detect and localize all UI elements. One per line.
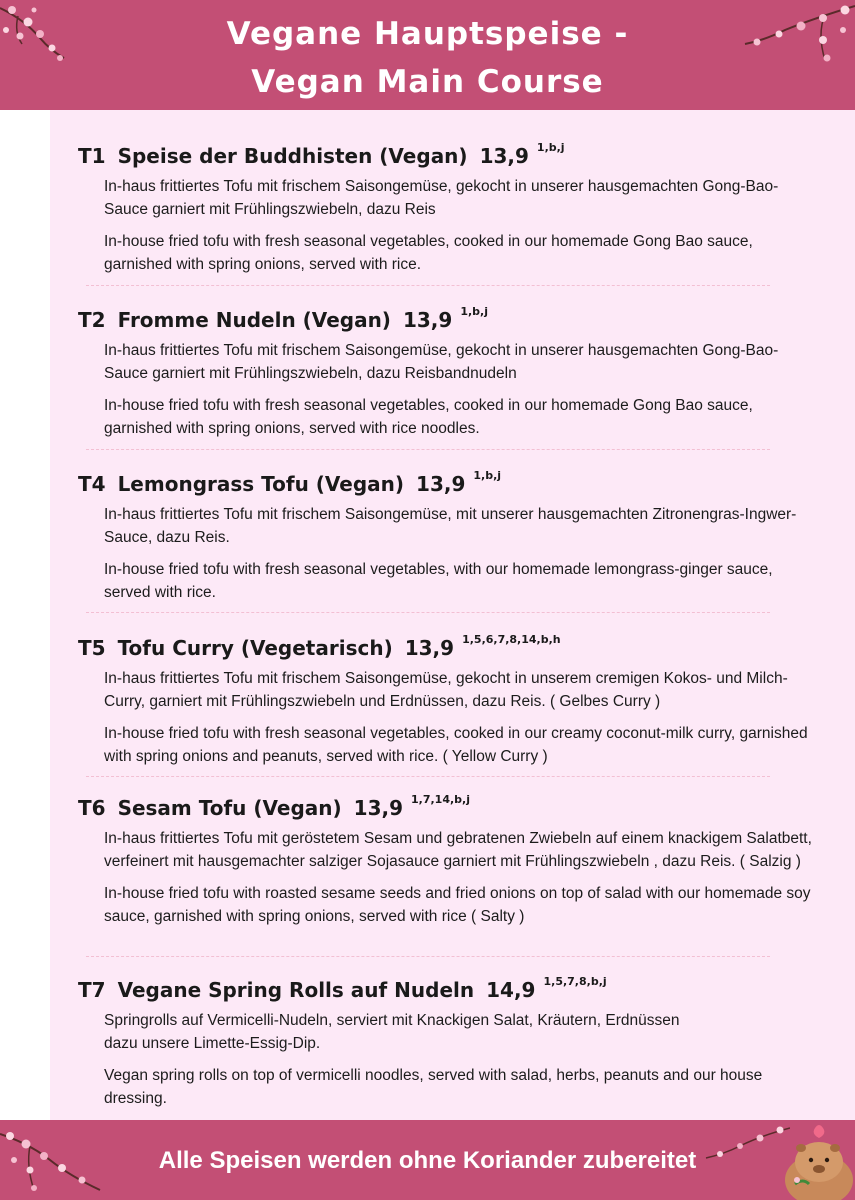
item-title: [78, 626, 818, 662]
item-divider: [86, 449, 770, 450]
item-allergens: 1,b,j: [460, 305, 488, 318]
item-title: [78, 462, 818, 498]
header-banner: [0, 0, 855, 110]
item-name: Lemongrass Tofu (Vegan): [117, 472, 405, 496]
item-code: T5: [78, 636, 106, 660]
item-description-de: Springrolls auf Vermicelli-Nudeln, serviert mit Knackigen Salat, Kräutern, Erdnüssen dazu unsere Limette-Essig-Dip.: [104, 1012, 680, 1052]
item-divider: [86, 956, 770, 957]
item-description-de: In-haus frittiertes Tofu mit frischem Saisongemüse, gekocht in unserer hausgemachten Gong-Bao-Sauce garniert mit Frühlingszwiebeln, dazu Reis: [104, 178, 779, 218]
item-description-de: In-haus frittiertes Tofu mit geröstetem Sesam und gebratenen Zwiebeln auf einem knackigem Salatbett, verfeinert mit hausgemachter salziger Sojasauce garniert mit Frühlingszwiebeln , dazu Reis. ( Salzig ): [104, 830, 812, 870]
menu-item: [78, 462, 818, 604]
item-divider: [86, 612, 770, 613]
item-description-de: In-haus frittiertes Tofu mit frischem Saisongemüse, mit unserer hausgemachten Zitronengras-Ingwer-Sauce, dazu Reis.: [104, 506, 797, 546]
item-allergens: 1,5,6,7,8,14,b,h: [462, 633, 561, 646]
item-name: Vegane Spring Rolls auf Nudeln: [117, 978, 475, 1002]
menu-item: [78, 298, 818, 440]
item-price: 13,9: [404, 636, 455, 660]
item-title: [78, 134, 818, 170]
capybara-mascot-icon: [775, 1122, 855, 1200]
item-price: 13,9: [416, 472, 466, 496]
item-allergens: 1,b,j: [473, 469, 502, 482]
item-name: Tofu Curry (Vegetarisch): [117, 636, 393, 660]
footer-note: Alle Speisen werden ohne Koriander zubereitet: [158, 1147, 697, 1174]
item-description-en: In-house fried tofu with fresh seasonal vegetables, cooked in our creamy coconut-milk curry, garnished with spring onions and peanuts, served with rice. ( Yellow Curry ): [104, 725, 808, 765]
menu-item: [78, 134, 818, 276]
item-description-en: In-house fried tofu with fresh seasonal vegetables, cooked in our homemade Gong Bao sauce, garnished with spring onions, served with rice noodles.: [104, 397, 753, 437]
item-description-de: In-haus frittiertes Tofu mit frischem Saisongemüse, gekocht in unserem cremigen Kokos- und Milch-Curry, garniert mit Frühlingszwiebeln und Erdnüssen, dazu Reis. ( Gelbes Curry ): [104, 670, 788, 710]
footer-banner: [0, 1120, 855, 1200]
item-code: T2: [78, 308, 106, 332]
item-code: T7: [78, 978, 106, 1002]
item-divider: [86, 285, 770, 286]
item-price: 14,9: [486, 978, 536, 1002]
menu-item: [78, 626, 818, 768]
page-title: [0, 10, 855, 106]
item-price: 13,9: [402, 308, 453, 332]
item-title: [78, 298, 818, 334]
item-name: Fromme Nudeln (Vegan): [117, 308, 391, 332]
item-price: 13,9: [353, 796, 404, 820]
menu-item: [78, 786, 818, 928]
item-title: [78, 968, 818, 1004]
item-description-de: In-haus frittiertes Tofu mit frischem Saisongemüse, gekocht in unserer hausgemachten Gong-Bao-Sauce garniert mit Frühlingszwiebeln, dazu Reisbandnudeln: [104, 342, 779, 382]
menu-item: [78, 968, 818, 1110]
item-name: Speise der Buddhisten (Vegan): [117, 144, 468, 168]
item-allergens: 1,7,14,b,j: [411, 793, 470, 806]
item-description-en: In-house fried tofu with roasted sesame seeds and fried onions on top of salad with our homemade soy sauce, garnished with spring onions, served with rice ( Salty ): [104, 885, 811, 925]
item-name: Sesam Tofu (Vegan): [117, 796, 342, 820]
item-price: 13,9: [479, 144, 529, 168]
item-title: [78, 786, 818, 822]
item-code: T1: [78, 144, 106, 168]
item-allergens: 1,5,7,8,b,j: [543, 975, 607, 988]
item-description-en: In-house fried tofu with fresh seasonal vegetables, with our homemade lemongrass-ginger sauce, served with rice.: [104, 561, 773, 601]
page-title-line-1: Vegane Hauptspeise -: [226, 16, 629, 52]
item-description-en: In-house fried tofu with fresh seasonal vegetables, cooked in our homemade Gong Bao sauce, garnished with spring onions, served with rice.: [104, 233, 753, 273]
item-description-en: Vegan spring rolls on top of vermicelli noodles, served with salad, herbs, peanuts and our house dressing.: [104, 1067, 763, 1107]
item-allergens: 1,b,j: [536, 141, 565, 154]
item-code: T4: [78, 472, 106, 496]
page-title-line-2: Vegan Main Course: [251, 64, 604, 100]
item-divider: [86, 776, 770, 777]
item-code: T6: [78, 796, 106, 820]
